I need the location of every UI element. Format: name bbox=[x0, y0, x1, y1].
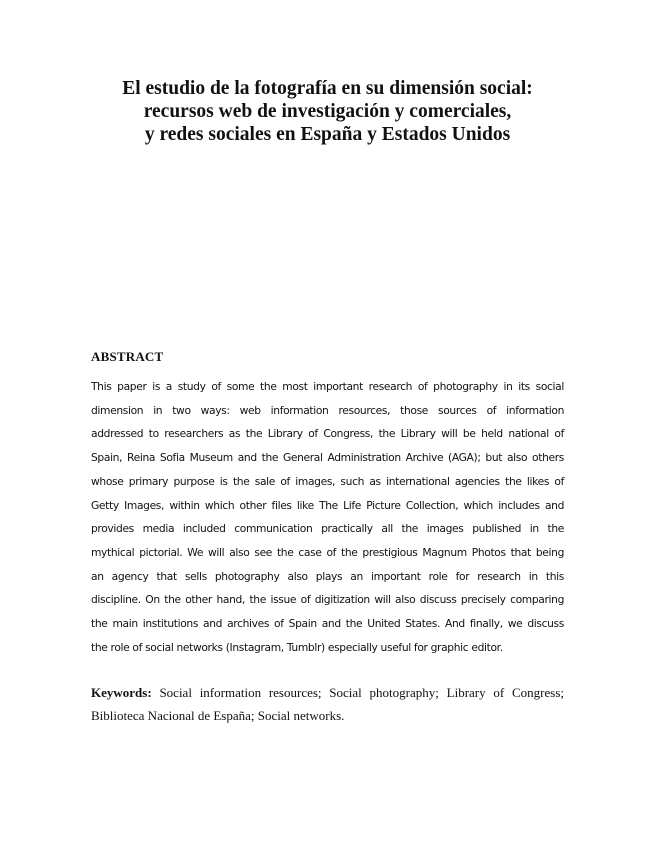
abstract-line: the role of social networks (Instagram, Tumblr) especially useful for graphic editor. bbox=[91, 640, 503, 654]
abstract-heading: ABSTRACT bbox=[91, 349, 164, 364]
title-line: recursos web de investigación y comerciales, bbox=[143, 101, 512, 122]
abstract-line: an agency that sells photography also plays an important role for research in this bbox=[91, 569, 564, 583]
abstract-line: provides media included communication practically all the images published in the bbox=[91, 522, 564, 536]
abstract-line: the main institutions and archives of Spain and the United States. And finally, we discuss bbox=[91, 617, 564, 631]
paper-title bbox=[60, 77, 595, 146]
abstract-line: Spain, Reina Sofia Museum and the General Administration Archive (AGA); but also others bbox=[91, 451, 564, 465]
abstract-line: mythical pictorial. We will also see the case of the prestigious Magnum Photos that being bbox=[91, 545, 564, 559]
abstract-line: This paper is a study of some the most important research of photography in its social bbox=[91, 380, 564, 393]
abstract-line: addressed to researchers as the Library of Congress, the Library will be held national of bbox=[91, 427, 564, 441]
abstract-line: whose primary purpose is the sale of images, such as international agencies the likes of bbox=[91, 474, 564, 488]
title-line: y redes sociales en España y Estados Unidos bbox=[144, 124, 511, 145]
keywords-line bbox=[91, 681, 564, 704]
keywords-line: Biblioteca Nacional de España; Social networks. bbox=[91, 708, 345, 723]
keywords-text: Social information resources; Social photography; Library of Congress; bbox=[159, 685, 564, 700]
title-line: El estudio de la fotografía en su dimensión social: bbox=[122, 78, 533, 99]
keywords-label: Keywords: bbox=[91, 685, 152, 700]
abstract-line: dimension in two ways: web information resources, those sources of information bbox=[91, 403, 564, 417]
keywords bbox=[91, 681, 564, 727]
abstract-line: discipline. On the other hand, the issue of digitization will also discuss precisely comparing bbox=[91, 593, 564, 607]
abstract-body bbox=[91, 375, 564, 659]
abstract-line: Getty Images, within which other files like The Life Picture Collection, which includes and bbox=[91, 498, 564, 512]
